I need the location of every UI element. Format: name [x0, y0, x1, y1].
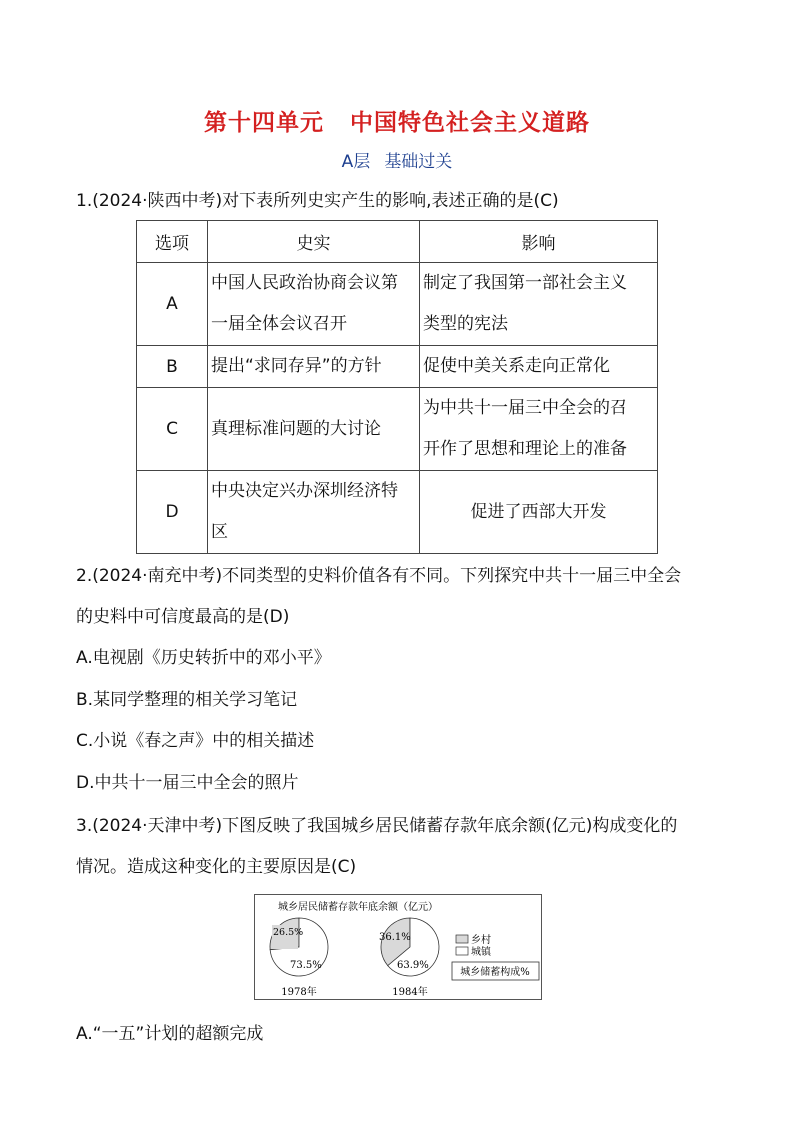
legend-rural-swatch [456, 935, 468, 943]
level-name: 基础过关 [384, 152, 453, 172]
level-label: A层 [341, 152, 371, 172]
row-impact [420, 388, 658, 471]
pie-1978-year-label: 1978年 [281, 987, 317, 998]
question-2-option-b: B.某同学整理的相关学习笔记 [76, 690, 298, 710]
row-fact-line: 一届全体会议召开 [211, 314, 347, 334]
row-option: B [137, 346, 208, 388]
table-header-fact: 史实 [208, 221, 420, 263]
question-2-stem-line2: 的史料中可信度最高的是(D) [76, 607, 290, 627]
row-impact [420, 346, 658, 388]
table-row [137, 346, 658, 388]
row-fact [208, 471, 420, 554]
savings-pie-chart [254, 894, 542, 1000]
legend-urban-label: 城镇 [471, 947, 491, 958]
unit-title [0, 104, 794, 137]
pie-1984-year-label: 1984年 [392, 987, 428, 998]
pie-1978-urban-label: 73.5% [290, 960, 322, 971]
row-fact-line: 中央决定兴办深圳经济特 [211, 481, 398, 501]
legend-urban-swatch [456, 947, 468, 955]
row-impact-line: 促进了西部大开发 [470, 501, 607, 522]
row-impact [420, 263, 658, 346]
pie-1978-rural-label: 26.5% [273, 927, 304, 938]
row-fact [208, 346, 420, 388]
question-3-stem-line2: 情况。造成这种变化的主要原因是(C) [76, 857, 357, 877]
table-row [137, 388, 658, 471]
table-header-option: 选项 [137, 221, 208, 263]
legend-rural-label: 乡村 [471, 935, 491, 946]
history-facts-table [136, 220, 658, 554]
question-3-stem-line1: 3.(2024·天津中考)下图反映了我国城乡居民储蓄存款年底余额(亿元)构成变化的 [76, 816, 678, 836]
legend-note: 城乡储蓄构成% [460, 967, 530, 978]
question-2-option-c: C.小说《春之声》中的相关描述 [76, 731, 315, 751]
row-impact-line: 开作了思想和理论上的准备 [423, 439, 627, 459]
chart-title: 城乡居民储蓄存款年底余额（亿元） [278, 902, 438, 913]
row-option: D [137, 471, 208, 554]
row-option: C [137, 388, 208, 471]
question-3-option-a: A.“一五”计划的超额完成 [76, 1024, 264, 1044]
question-2-stem-line1: 2.(2024·南充中考)不同类型的史料价值各有不同。下列探究中共十一届三中全会 [76, 566, 682, 586]
row-impact [420, 471, 658, 554]
row-impact-line: 促使中美关系走向正常化 [423, 356, 610, 376]
pie-1984 [379, 918, 439, 998]
table-row [137, 263, 658, 346]
level-subtitle [0, 147, 794, 172]
pie-chart-svg [255, 895, 541, 999]
table-row [137, 471, 658, 554]
row-fact [208, 388, 420, 471]
table-header-row [137, 221, 658, 263]
row-fact-line: 真理标准问题的大讨论 [211, 418, 381, 439]
row-fact-line: 提出“求同存异”的方针 [211, 356, 382, 376]
question-2-option-d: D.中共十一届三中全会的照片 [76, 773, 299, 793]
unit-number: 第十四单元 [204, 110, 324, 136]
question-1-stem: 1.(2024·陕西中考)对下表所列史实产生的影响,表述正确的是(C) [76, 191, 559, 211]
pie-1984-rural-label: 36.1% [379, 932, 411, 943]
row-option: A [137, 263, 208, 346]
pie-1984-urban-label: 63.9% [397, 960, 429, 971]
unit-topic: 中国特色社会主义道路 [350, 110, 590, 136]
row-impact-line: 制定了我国第一部社会主义 [423, 273, 627, 293]
table-header-impact: 影响 [420, 221, 658, 263]
row-impact-line: 为中共十一届三中全会的召 [423, 398, 627, 418]
question-2-option-a: A.电视剧《历史转折中的邓小平》 [76, 648, 331, 668]
row-fact [208, 263, 420, 346]
row-fact-line: 区 [211, 522, 228, 542]
row-fact-line: 中国人民政治协商会议第 [211, 273, 398, 293]
pie-1978 [270, 918, 328, 998]
chart-legend [452, 933, 539, 980]
row-impact-line: 类型的宪法 [423, 314, 508, 334]
